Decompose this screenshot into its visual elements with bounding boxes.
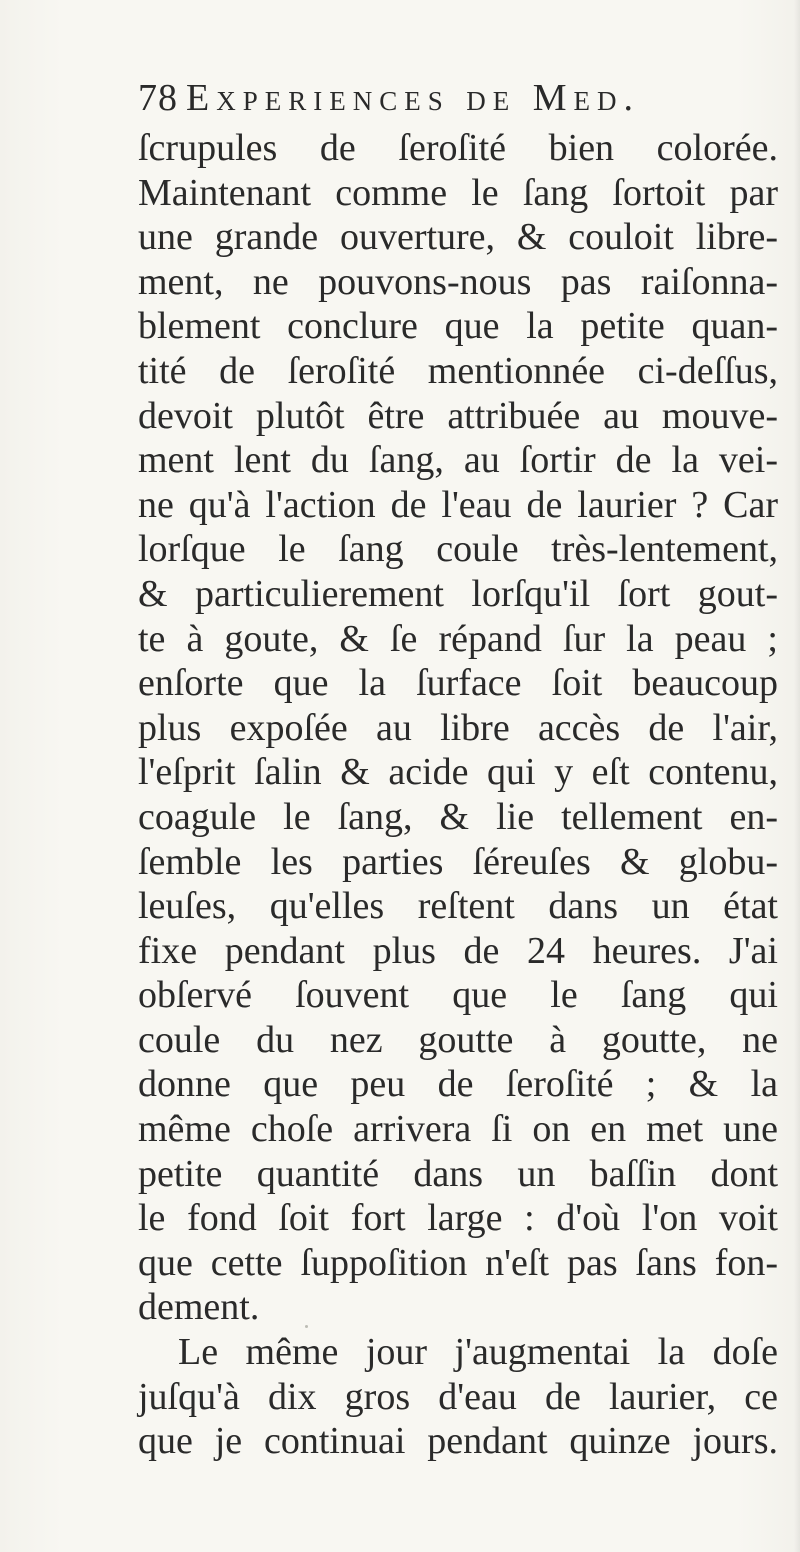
ink-speck — [305, 1325, 308, 1328]
text-line: petite quantité dans un baſſin dont — [138, 1152, 778, 1195]
body-text — [138, 126, 778, 1464]
text-line: ment, ne pouvons-nous pas raiſonna- — [138, 260, 778, 303]
text-line: le fond ſoit fort large : d'où l'on voit — [138, 1197, 778, 1240]
text-line: même choſe arrivera ſi on en met une — [138, 1108, 778, 1151]
text-line: juſqu'à dix gros d'eau de laurier, ce — [138, 1375, 778, 1418]
text-line: ſcrupules de ſeroſité bien colorée. — [138, 127, 778, 169]
text-line: devoit plutôt être attribuée au mouve- — [138, 394, 778, 437]
text-line: lorſque le ſang coule très-lentement, — [138, 528, 778, 571]
text-line: l'eſprit ſalin & acide qui y eſt contenu, — [138, 751, 778, 794]
page-number: 78 — [138, 77, 178, 119]
text-line: ſemble les parties ſéreuſes & globu- — [138, 840, 778, 883]
text-line: tité de ſeroſité mentionnée ci-deſſus, — [138, 349, 778, 392]
text-line: coule du nez goutte à goutte, ne — [138, 1018, 778, 1061]
running-head: Experiences de Med. — [186, 77, 640, 119]
page-header — [138, 70, 778, 126]
text-line: obſervé ſouvent que le ſang qui — [138, 974, 778, 1017]
paragraph-2 — [138, 1330, 778, 1464]
paragraph-1 — [138, 126, 778, 1330]
text-line: fixe pendant plus de 24 heures. J'ai — [138, 929, 778, 972]
text-line: coagule le ſang, & lie tellement en- — [138, 795, 778, 838]
text-line: donne que peu de ſeroſité ; & la — [138, 1063, 778, 1106]
text-line: que cette ſuppoſition n'eſt pas ſans fon- — [138, 1241, 778, 1284]
text-line: & particulierement lorſqu'il ſort gout- — [138, 572, 778, 615]
text-line: leuſes, qu'elles reſtent dans un état — [138, 885, 778, 928]
text-line: une grande ouverture, & couloit libre- — [138, 216, 778, 259]
text-line: enſorte que la ſurface ſoit beaucoup — [138, 662, 778, 705]
text-line: blement conclure que la petite quan- — [138, 305, 778, 348]
text-line: ne qu'à l'action de l'eau de laurier ? Car — [138, 483, 778, 526]
text-line: plus expoſée au libre accès de l'air, — [138, 706, 778, 749]
text-line: te à goute, & ſe répand ſur la peau ; — [138, 617, 778, 660]
text-line: Maintenant comme le ſang ſortoit par — [138, 171, 778, 214]
text-line: Le même jour j'augmentai la doſe — [178, 1331, 778, 1374]
text-line: que je continuai pendant quinze jours. — [138, 1420, 778, 1463]
text-line: ment lent du ſang, au ſortir de la vei- — [138, 439, 778, 482]
page-edge-shadow — [794, 0, 800, 1552]
text-line: dement. — [138, 1286, 260, 1329]
